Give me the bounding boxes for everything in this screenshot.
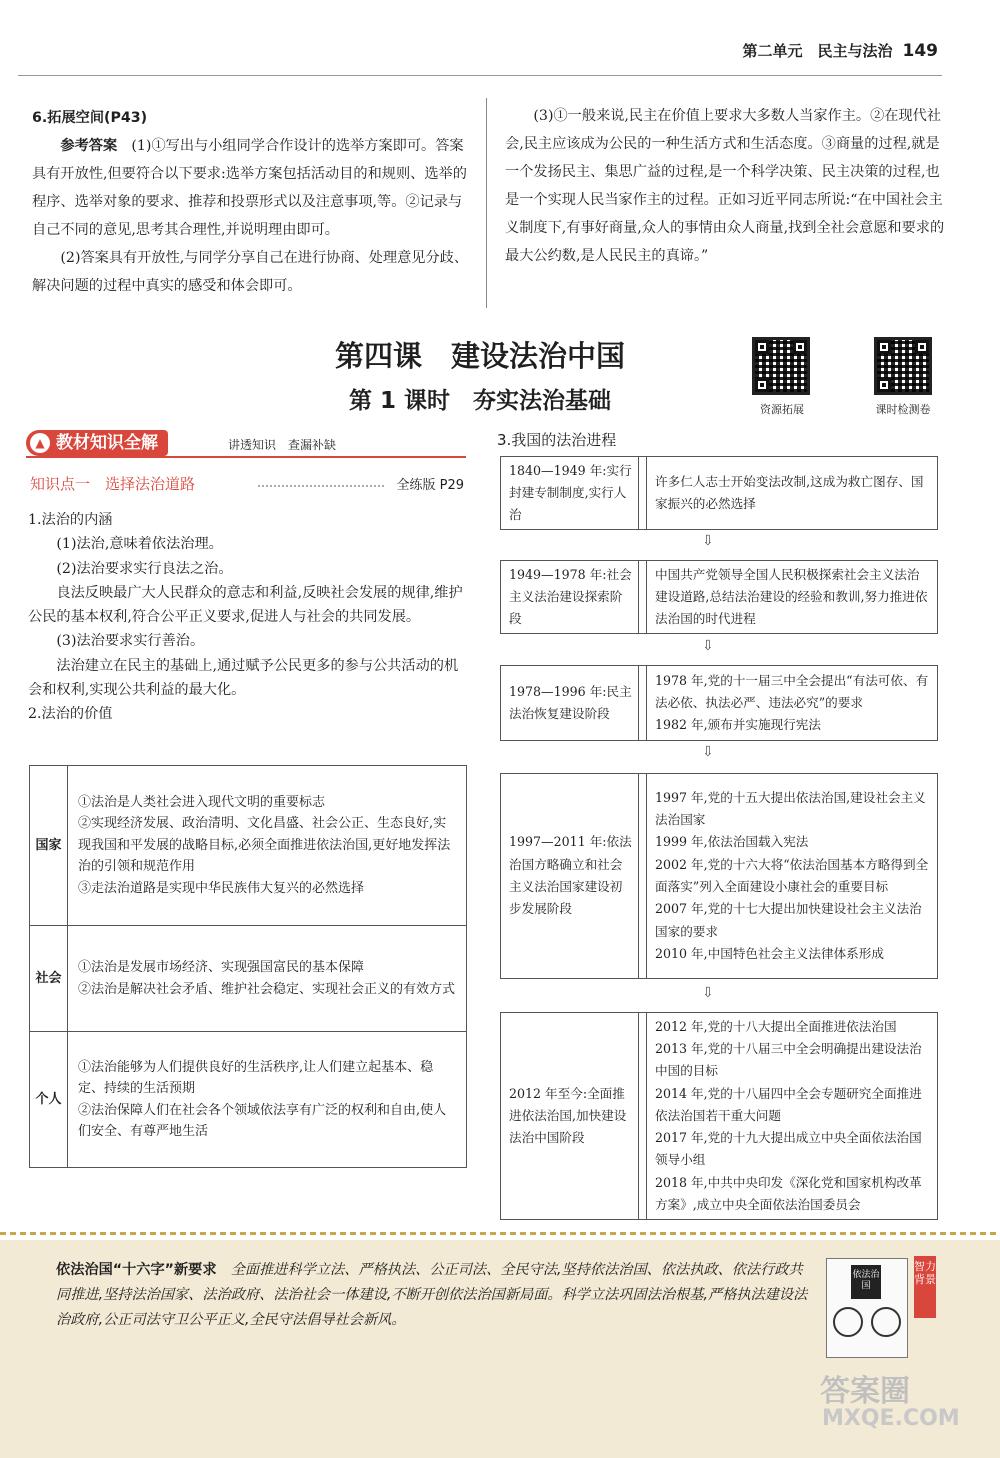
answer-paragraph-1 <box>32 132 472 244</box>
timeline-row <box>500 456 938 530</box>
value-item: ①法治是发展市场经济、实现强国富民的基本保障 <box>78 960 365 975</box>
timeline-row <box>500 773 938 979</box>
row-content <box>68 926 467 1032</box>
timeline-period: 1978—1996 年:民主法治恢复建设阶段 <box>501 666 639 740</box>
timeline-row <box>500 560 938 634</box>
cartoon-sign: 依法治国 <box>851 1265 881 1299</box>
dotted-leader <box>258 485 384 487</box>
tip-text <box>56 1258 808 1333</box>
down-arrow-icon: ⇩ <box>702 985 714 1001</box>
value-table <box>29 765 467 1168</box>
answer-paragraph-3: (3)①一般来说,民主在价值上要求大多数人当家作主。②在现代社会,民主应该成为公民的一种生活方式和生活态度。③商量的过程,就是一个发扬民主、集思广益的过程,是一个科学决策、民主决策的过程,也是一个实现人民当家作主的过程。正如习近平同志所说:“在中国社会主义制度下,有事好商量,众人的事情由众人商量,找到全社会意愿和要求的最大公约数,是人民民主的真谛。” <box>505 108 945 264</box>
cartoon-face-icon <box>871 1307 901 1337</box>
timeline-event: 2010 年,中国特色社会主义法律体系形成 <box>655 945 884 961</box>
qr-label-test: 课时检测卷 <box>875 403 931 416</box>
tip-body: 全面推进科学立法、严格执法、公正司法、全民守法,坚持依法治国、依法执政、依法行政共同推进,坚持法治国家、法治政府、法治社会一体建设,不断开创依法治国新局面。科学立法巩固法治根基,严格执法建设法治政府,公正司法守卫公平正义,全民守法倡导社会新风。 <box>56 1262 808 1328</box>
value-item: ③走法治道路是实现中华民族伟大复兴的必然选择 <box>78 880 365 896</box>
timeline-event: 2018 年,中共中央印发《深化党和国家机构改革方案》,成立中央全面依法治国委员会 <box>655 1174 922 1213</box>
table-row <box>30 766 467 926</box>
row-content <box>68 766 467 926</box>
answer-text-1: (1)①写出与小组同学合作设计的选举方案即可。答案具有开放性,但要符合以下要求:选举方案包括活动目的和规则、选举的程序、选举对象的要求、推荐和投票形式以及注意事项,等。②记录与自己不同的意见,思考其合理性,并说明理由即可。 <box>32 138 467 238</box>
watermark-logo: 答案圈 <box>820 1374 910 1409</box>
timeline-events <box>646 666 937 740</box>
row-head: 国家 <box>30 766 68 926</box>
content-line: (2)法治要求实行良法之治。 <box>56 560 233 577</box>
value-item: ①法治是人类社会进入现代文明的重要标志 <box>78 794 326 810</box>
book-icon: ▲ <box>30 433 50 453</box>
timeline-heading: 3.我国的法治进程 <box>497 431 617 449</box>
banner-box <box>26 430 168 456</box>
timeline-row <box>500 665 938 741</box>
table-row <box>30 926 467 1032</box>
table-row <box>30 1032 467 1168</box>
timeline-event: 1999 年,依法治国载入宪法 <box>655 834 809 850</box>
banner-title: 教材知识全解 <box>56 433 158 453</box>
timeline-period: 2012 年至今:全面推进依法治国,加快建设法治中国阶段 <box>501 1013 639 1219</box>
timeline-event: 1997 年,党的十五大提出依法治国,建设社会主义法治国家 <box>655 789 926 828</box>
answer-block-left <box>32 104 472 300</box>
value-item: ②法治保障人们在社会各个领域依法享有广泛的权利和自由,使人们安全、有尊严地生活 <box>78 1102 447 1139</box>
timeline-period: 1997—2011 年:依法治国方略确立和社会主义法治国家建设初步发展阶段 <box>501 774 639 978</box>
down-arrow-icon: ⇩ <box>702 744 714 760</box>
knowledge-point-header <box>28 473 468 497</box>
content-heading-2: 2.法治的价值 <box>28 706 113 723</box>
timeline-events <box>646 774 937 978</box>
timeline-period: 1949—1978 年:社会主义法治建设探索阶段 <box>501 561 639 633</box>
row-head: 个人 <box>30 1032 68 1168</box>
page-number: 149 <box>902 41 938 61</box>
timeline-row <box>500 1012 938 1220</box>
timeline-events <box>646 1013 937 1219</box>
timeline-event: 中国共产党领导全国人民积极探索社会主义法治建设道路,总结法治建设的经验和教训,努力推进依法治国的时代进程 <box>655 566 928 627</box>
value-item: ①法治能够为人们提供良好的生活秩序,让人们建立起基本、稳定、持续的生活预期 <box>78 1059 434 1096</box>
row-content <box>68 1032 467 1168</box>
answer-paragraph-2: (2)答案具有开放性,与同学分享自己在进行协商、处理意见分歧、解决问题的过程中真实的感受和体会即可。 <box>32 250 469 294</box>
timeline-event: 2013 年,党的十八届三中全会明确提出建设法治中国的目标 <box>655 1040 922 1079</box>
timeline-period: 1840—1949 年:实行封建专制制度,实行人治 <box>501 457 639 529</box>
value-item: ②法治是解决社会矛盾、维护社会稳定、实现社会正义的有效方式 <box>78 981 456 997</box>
banner-rule <box>26 456 466 458</box>
page-header <box>742 40 938 61</box>
down-arrow-icon: ⇩ <box>702 533 714 549</box>
tip-divider <box>0 1232 1000 1235</box>
cartoon-face-icon <box>833 1307 863 1337</box>
down-arrow-icon: ⇩ <box>702 638 714 654</box>
banner-tagline: 讲透知识 查漏补缺 <box>228 438 337 452</box>
timeline-event: 许多仁人志士开始变法改制,这成为救亡图存、国家振兴的必然选择 <box>655 473 924 511</box>
content-line: 法治建立在民主的基础上,通过赋予公民更多的参与公共活动的机会和权利,实现公共利益的最大化。 <box>28 657 459 699</box>
qr-code-resources[interactable] <box>752 337 810 395</box>
timeline-event: 1978 年,党的十一届三中全会提出“有法可依、有法必依、执法必严、违法必究”的要求 <box>655 672 929 710</box>
section-heading: 6.拓展空间(P43) <box>32 110 148 126</box>
answer-block-right <box>505 102 945 270</box>
content-line: 良法反映最广大人民群众的意志和利益,反映社会发展的规律,维护公民的基本权利,符合公平正义要求,促进人与社会的共同发展。 <box>28 584 463 626</box>
tip-lead: 依法治国“十六字”新要求 <box>56 1262 217 1278</box>
timeline-event: 2014 年,党的十八届四中全会专题研究全面推进依法治国若干重大问题 <box>655 1085 922 1123</box>
qr-label-resources: 资源拓展 <box>760 403 804 416</box>
content-line: (1)法治,意味着依法治理。 <box>56 536 223 553</box>
timeline-events <box>646 457 937 529</box>
cartoon-illustration <box>826 1258 908 1358</box>
lesson-subtitle: 第 1 课时 夯实法治基础 <box>348 388 612 414</box>
timeline-event: 2017 年,党的十九大提出成立中央全面依法治国领导小组 <box>655 1130 922 1168</box>
side-tag: 智力背景 <box>914 1256 936 1318</box>
unit-title: 第二单元 民主与法治 <box>742 42 893 60</box>
row-head: 社会 <box>30 926 68 1032</box>
knowledge-point-title: 知识点一 选择法治道路 <box>30 475 196 493</box>
timeline-event: 2007 年,党的十七大提出加快建设社会主义法治国家的要求 <box>655 901 922 939</box>
timeline-event: 2002 年,党的十六大将“依法治国基本方略得到全面落实”列入全面建设小康社会的重要目标 <box>655 856 929 894</box>
content-line: (3)法治要求实行善治。 <box>56 633 205 650</box>
answer-label: 参考答案 <box>60 138 118 154</box>
qr-code-test[interactable] <box>874 337 932 395</box>
column-divider <box>486 98 487 308</box>
header-rule <box>18 75 942 76</box>
rule-of-law-content <box>28 508 468 727</box>
lesson-title: 第四课 建设法治中国 <box>334 339 625 373</box>
timeline-events <box>646 561 937 633</box>
knowledge-point-ref: 全练版 P29 <box>396 478 464 493</box>
value-item: ②实现经济发展、政治清明、文化昌盛、社会公正、生态良好,实现我国和平发展的战略目标,必须全面推进依法治国,更好地发挥法治的引领和规范作用 <box>78 816 451 875</box>
timeline-event: 2012 年,党的十八大提出全面推进依法治国 <box>655 1018 897 1034</box>
content-heading-1: 1.法治的内涵 <box>28 512 113 528</box>
timeline-event: 1982 年,颁布并实施现行宪法 <box>655 717 821 733</box>
section-banner <box>26 430 226 456</box>
watermark-url: MXQE.COM <box>822 1406 960 1431</box>
